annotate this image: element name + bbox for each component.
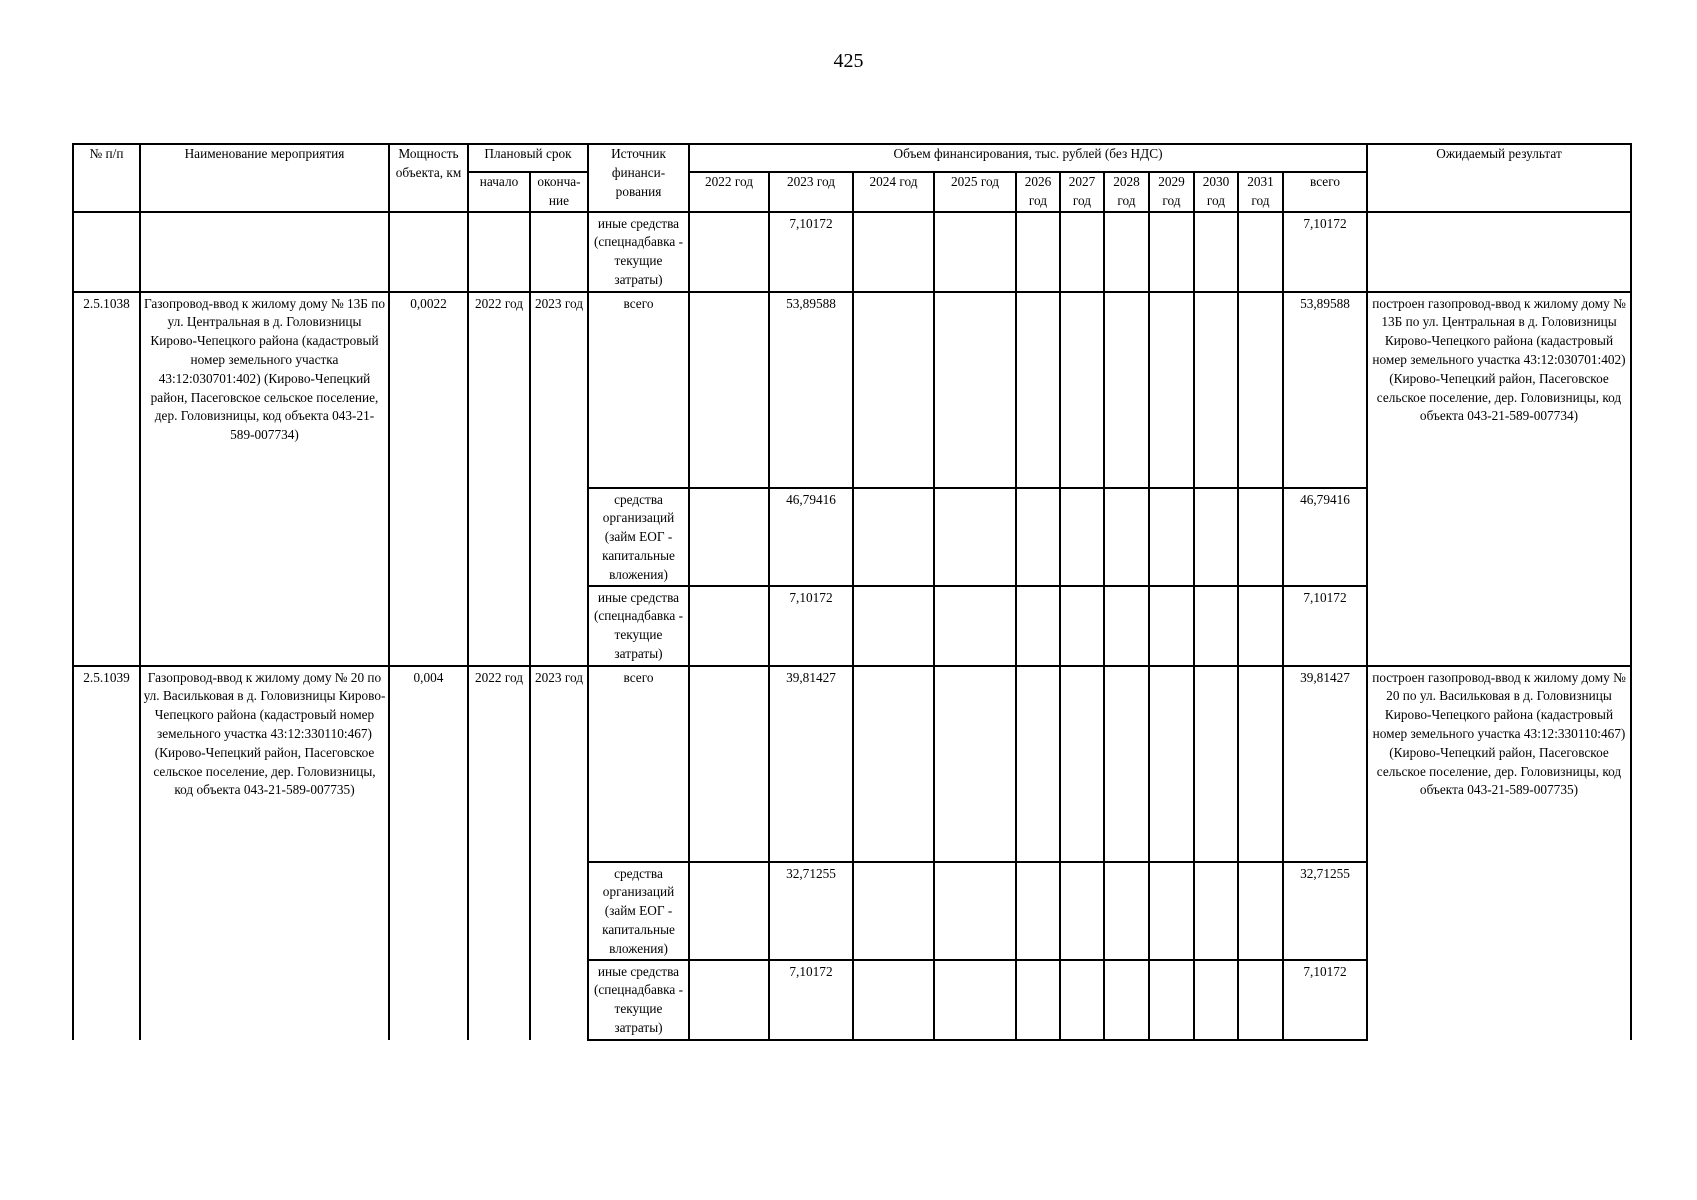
item-name: Газопровод-ввод к жилому дому № 13Б по ул. Центральная в д. Головизницы Кирово-Чепецкого района (кадастровый номер земельного участка 43:12:030701:402) (Кирово-Чепецкий район, Пасеговское сельское поселение, дер. Головизницы, код объекта 043-21-589-007734)	[140, 292, 389, 666]
empty-cell	[1238, 862, 1283, 960]
value-2023: 32,71255	[769, 862, 853, 960]
empty-cell	[853, 666, 934, 862]
value-total: 32,71255	[1283, 862, 1367, 960]
header-year-2024: 2024 год	[853, 172, 934, 212]
empty-cell	[1194, 586, 1238, 666]
value-total: 39,81427	[1283, 666, 1367, 862]
value-total: 46,79416	[1283, 488, 1367, 586]
value-total: 7,10172	[1283, 960, 1367, 1040]
item-end: 2023 год	[530, 292, 588, 666]
empty-cell	[389, 212, 468, 292]
source-cell: иные средства (спецнадбавка - текущие затраты)	[588, 960, 689, 1040]
value-2023: 7,10172	[769, 960, 853, 1040]
header-source: Источник финанси-рования	[588, 144, 689, 212]
header-year-2027: 2027 год	[1060, 172, 1104, 212]
empty-cell	[1238, 586, 1283, 666]
empty-cell	[934, 960, 1016, 1040]
empty-cell	[1149, 586, 1194, 666]
empty-cell	[1016, 862, 1060, 960]
value-total: 53,89588	[1283, 292, 1367, 488]
header-year-2030: 2030 год	[1194, 172, 1238, 212]
item-end: 2023 год	[530, 666, 588, 1040]
header-capacity: Мощность объекта, км	[389, 144, 468, 212]
empty-cell	[1238, 666, 1283, 862]
header-name: Наименование мероприятия	[140, 144, 389, 212]
empty-cell	[1149, 488, 1194, 586]
empty-cell	[1238, 488, 1283, 586]
empty-cell	[1149, 292, 1194, 488]
value-2023: 7,10172	[769, 586, 853, 666]
item-result: построен газопровод-ввод к жилому дому № 13Б по ул. Центральная в д. Головизницы Кирово-Чепецкого района (кадастровый номер земельного участка 43:12:030701:402) (Кирово-Чепецкий район, Пасеговское сельское поселение, дер. Головизницы, код объекта 043-21-589-007734)	[1367, 292, 1631, 666]
header-year-2028: 2028 год	[1104, 172, 1149, 212]
empty-cell	[934, 586, 1016, 666]
empty-cell	[73, 212, 140, 292]
empty-cell	[1060, 666, 1104, 862]
empty-cell	[468, 212, 530, 292]
empty-cell	[1060, 586, 1104, 666]
empty-cell	[1060, 292, 1104, 488]
empty-cell	[934, 488, 1016, 586]
empty-cell	[1060, 488, 1104, 586]
empty-cell	[1060, 862, 1104, 960]
empty-cell	[530, 212, 588, 292]
table-row	[73, 666, 1631, 862]
source-cell: всего	[588, 292, 689, 488]
value-2023: 53,89588	[769, 292, 853, 488]
empty-cell	[853, 292, 934, 488]
source-cell: иные средства (спецнадбавка - текущие затраты)	[588, 212, 689, 292]
item-capacity: 0,0022	[389, 292, 468, 666]
header-period: Плановый срок	[468, 144, 588, 172]
item-capacity: 0,004	[389, 666, 468, 1040]
page-number: 425	[833, 50, 864, 72]
header-total: всего	[1283, 172, 1367, 212]
empty-cell	[853, 488, 934, 586]
empty-cell	[1194, 666, 1238, 862]
empty-cell	[1238, 292, 1283, 488]
empty-cell	[1149, 212, 1194, 292]
empty-cell	[1104, 586, 1149, 666]
item-num: 2.5.1039	[73, 666, 140, 1040]
empty-cell	[1194, 212, 1238, 292]
empty-cell	[1104, 666, 1149, 862]
header-year-2026: 2026 год	[1016, 172, 1060, 212]
item-start: 2022 год	[468, 292, 530, 666]
header-year-2025: 2025 год	[934, 172, 1016, 212]
empty-cell	[1149, 862, 1194, 960]
value-2023: 46,79416	[769, 488, 853, 586]
empty-cell	[1016, 488, 1060, 586]
empty-cell	[1238, 212, 1283, 292]
header-year-2022: 2022 год	[689, 172, 769, 212]
value-2023: 39,81427	[769, 666, 853, 862]
empty-cell	[934, 212, 1016, 292]
header-end: оконча-ние	[530, 172, 588, 212]
empty-cell	[934, 292, 1016, 488]
empty-cell	[1367, 212, 1631, 292]
empty-cell	[934, 862, 1016, 960]
item-result: построен газопровод-ввод к жилому дому № 20 по ул. Васильковая в д. Головизницы Кирово-Чепецкого района (кадастровый номер земельного участка 43:12:330110:467) (Кирово-Чепецкий район, Пасеговское сельское поселение, дер. Головизницы, код объекта 043-21-589-007735)	[1367, 666, 1631, 1040]
header-result: Ожидаемый результат	[1367, 144, 1631, 212]
empty-cell	[1194, 292, 1238, 488]
empty-cell	[853, 862, 934, 960]
funding-table	[72, 143, 1632, 1041]
empty-cell	[1194, 960, 1238, 1040]
header-year-2031: 2031 год	[1238, 172, 1283, 212]
empty-cell	[1016, 292, 1060, 488]
empty-cell	[1060, 212, 1104, 292]
empty-cell	[1060, 960, 1104, 1040]
empty-cell	[1149, 666, 1194, 862]
empty-cell	[1194, 862, 1238, 960]
empty-cell	[1238, 960, 1283, 1040]
empty-cell	[1016, 960, 1060, 1040]
empty-cell	[853, 212, 934, 292]
empty-cell	[934, 666, 1016, 862]
source-cell: всего	[588, 666, 689, 862]
value-2023: 7,10172	[769, 212, 853, 292]
empty-cell	[1104, 292, 1149, 488]
empty-cell	[1016, 212, 1060, 292]
empty-cell	[689, 960, 769, 1040]
item-num: 2.5.1038	[73, 292, 140, 666]
empty-cell	[689, 586, 769, 666]
header-year-2023: 2023 год	[769, 172, 853, 212]
value-total: 7,10172	[1283, 212, 1367, 292]
source-cell: средства организаций (займ ЕОГ - капитальные вложения)	[588, 862, 689, 960]
value-total: 7,10172	[1283, 586, 1367, 666]
empty-cell	[1149, 960, 1194, 1040]
empty-cell	[689, 862, 769, 960]
empty-cell	[1104, 488, 1149, 586]
empty-cell	[853, 586, 934, 666]
header-funding: Объем финансирования, тыс. рублей (без НДС)	[689, 144, 1367, 172]
empty-cell	[1016, 666, 1060, 862]
empty-cell	[1104, 862, 1149, 960]
empty-cell	[853, 960, 934, 1040]
table-row	[73, 212, 1631, 292]
item-name: Газопровод-ввод к жилому дому № 20 по ул. Васильковая в д. Головизницы Кирово-Чепецкого района (кадастровый номер земельного участка 43:12:330110:467) (Кирово-Чепецкий район, Пасеговское сельское поселение, дер. Головизницы, код объекта 043-21-589-007735)	[140, 666, 389, 1040]
source-cell: иные средства (спецнадбавка - текущие затраты)	[588, 586, 689, 666]
item-start: 2022 год	[468, 666, 530, 1040]
empty-cell	[1104, 212, 1149, 292]
table-header	[73, 144, 1631, 212]
header-year-2029: 2029 год	[1149, 172, 1194, 212]
empty-cell	[1194, 488, 1238, 586]
empty-cell	[689, 488, 769, 586]
empty-cell	[689, 666, 769, 862]
empty-cell	[1104, 960, 1149, 1040]
header-start: начало	[468, 172, 530, 212]
empty-cell	[1016, 586, 1060, 666]
empty-cell	[689, 212, 769, 292]
header-num: № п/п	[73, 144, 140, 212]
empty-cell	[140, 212, 389, 292]
table-row	[73, 292, 1631, 488]
empty-cell	[689, 292, 769, 488]
source-cell: средства организаций (займ ЕОГ - капитальные вложения)	[588, 488, 689, 586]
